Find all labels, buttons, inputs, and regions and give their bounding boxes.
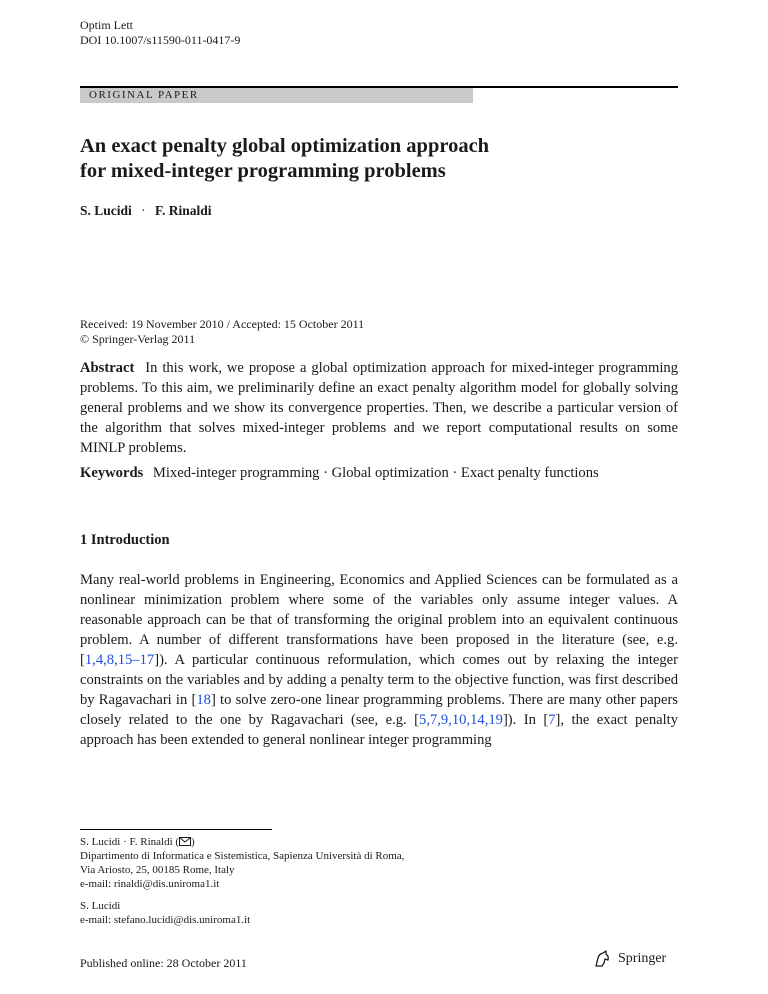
affiliation-block <box>80 835 404 891</box>
email-lucidi[interactable]: e-mail: stefano.lucidi@dis.uniroma1.it <box>80 914 251 926</box>
affiliation-block-2 <box>80 899 250 927</box>
received-date: Received: 19 November 2010 / Accepted: 15 October 2011 <box>80 317 365 331</box>
intro-text-5: ], the exact penalty approach has been extended to general nonlinear integer programming <box>80 712 678 748</box>
address: Via Ariosto, 25, 00185 Rome, Italy <box>80 864 235 876</box>
published-date: Published online: 28 October 2011 <box>80 956 247 970</box>
abstract-text: In this work, we propose a global optimization approach for mixed-integer programming problems. To this aim, we preliminarily define an exact penalty algorithm model for globally solving general problems and we show its convergence properties. Then, we describe a particular version of the algorithm that solves mixed-integer problems and we report computational results on some MINLP problems. <box>80 360 678 456</box>
keywords <box>80 463 678 483</box>
author-separator: · <box>141 203 146 218</box>
dates-block <box>80 317 364 347</box>
intro-text-4: ]). In [ <box>502 712 549 728</box>
citation-link[interactable]: 5,7,9,10,14,19 <box>419 712 503 728</box>
keywords-text: Mixed-integer programming · Global optimization · Exact penalty functions <box>152 465 599 481</box>
intro-text-3: ] to solve zero-one linear programming problems. There are many other papers closely related to the one by Ragavachari (see, e.g. [ <box>80 692 678 728</box>
title-line-2: for mixed-integer programming problems <box>80 160 446 182</box>
doi[interactable]: DOI 10.1007/s11590-011-0417-9 <box>80 33 241 47</box>
journal-header <box>80 18 240 48</box>
springer-horse-icon <box>592 949 612 969</box>
section-label-bar <box>80 88 473 103</box>
authors-line-end: ) <box>191 836 195 848</box>
title-line-1: An exact penalty global optimization approach <box>80 135 490 157</box>
author-lucidi: S. Lucidi <box>80 900 121 912</box>
publisher-name: Springer <box>618 951 667 966</box>
intro-text-1: Many real-world problems in Engineering, Economics and Applied Sciences can be formulated as a nonlinear minimization problem where some of the variables only assume integer values. A reasonable approach can be that of transforming the original problem into an equivalent continuous problem. A number of different transformations have been proposed in the literature (see, e.g. [ <box>80 572 678 668</box>
authors <box>80 203 212 219</box>
intro-text-2: ]). A particular continuous reformulation, which comes out by relaxing the integer constraints on the variables and by adding a penalty term to the objective function, was first described by Ragavachari in [ <box>80 652 678 708</box>
keywords-label: Keywords <box>80 465 144 481</box>
section-heading-introduction: 1 Introduction <box>80 532 170 548</box>
citation-link[interactable]: 7 <box>548 712 556 728</box>
abstract-label: Abstract <box>80 360 135 376</box>
authors-line: S. Lucidi · F. Rinaldi ( <box>80 836 180 848</box>
springer-logo <box>592 949 666 969</box>
copyright: © Springer-Verlag 2011 <box>80 332 196 346</box>
corresponding-authors <box>80 835 404 849</box>
envelope-icon <box>179 837 191 846</box>
abstract <box>80 358 678 458</box>
author-2: F. Rinaldi <box>155 203 212 218</box>
footnote-rule <box>80 829 272 830</box>
author-1: S. Lucidi <box>80 203 132 218</box>
citation-link[interactable]: 1,4,8,15–17 <box>84 652 155 668</box>
citation-link[interactable]: 18 <box>196 692 211 708</box>
introduction-paragraph <box>80 570 678 750</box>
paper-title <box>80 134 680 184</box>
section-label: ORIGINAL PAPER <box>89 89 199 101</box>
email-rinaldi[interactable]: e-mail: rinaldi@dis.uniroma1.it <box>80 878 220 890</box>
department: Dipartimento di Informatica e Sistemistica, Sapienza Università di Roma, <box>80 850 405 862</box>
journal-name: Optim Lett <box>80 18 133 32</box>
